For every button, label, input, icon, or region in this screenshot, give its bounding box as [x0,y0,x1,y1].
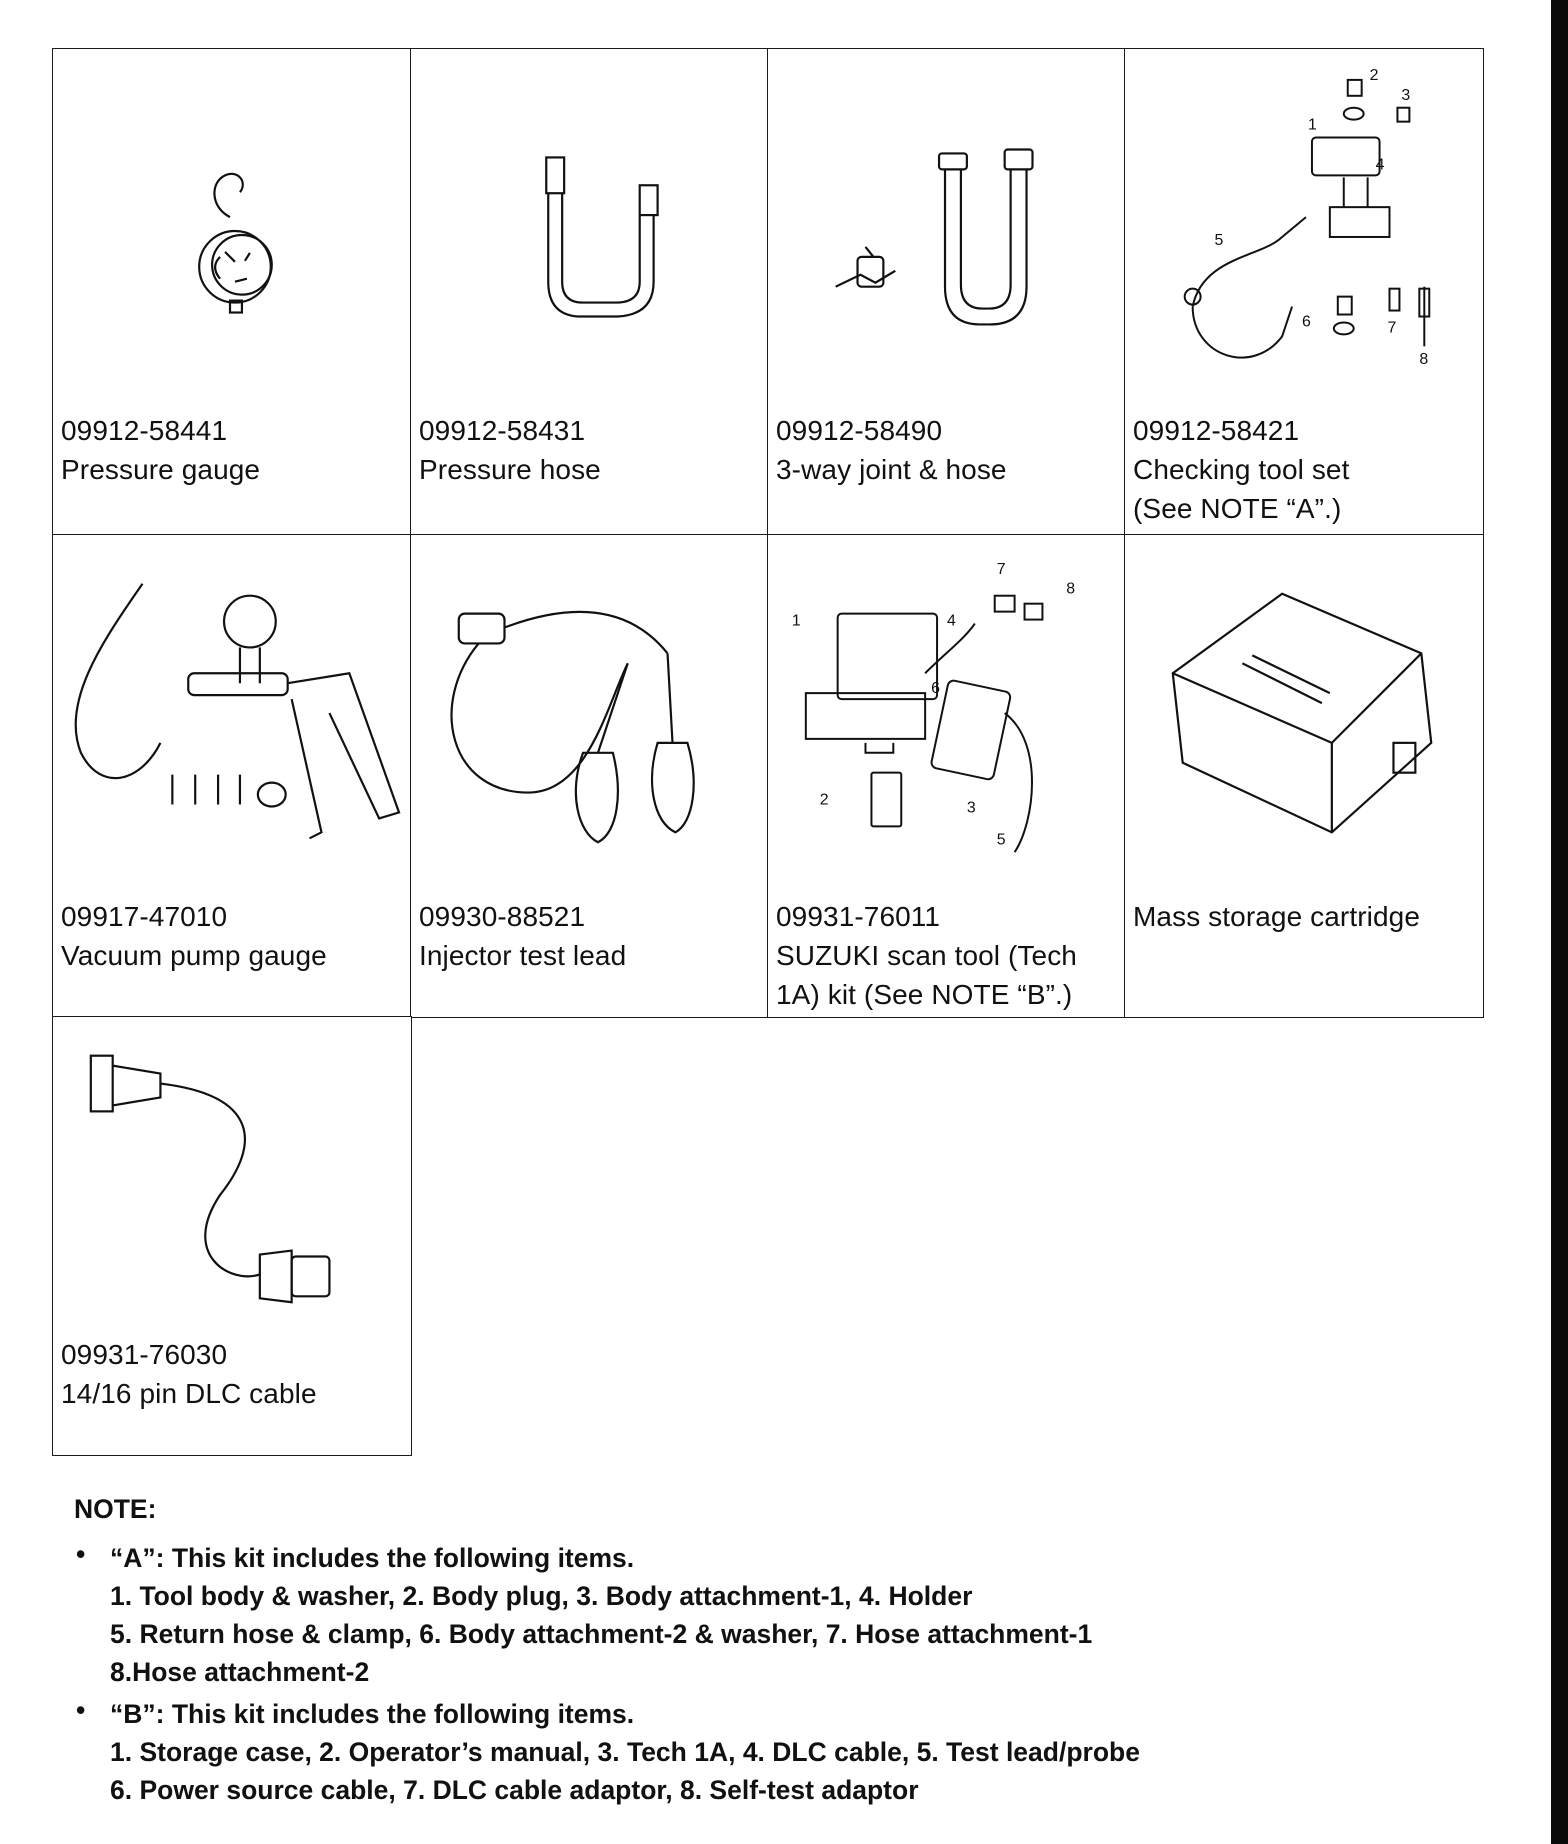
special-tools-table [52,48,1484,1456]
tool-part-number: 09931-76011 [776,901,941,932]
callout-4: 4 [946,612,956,630]
dlc-cable-illustration [61,1025,403,1325]
note-a-line: 8.Hose attachment-2 [110,1657,370,1687]
tool-note-ref: (See NOTE “A”.) [1133,493,1342,524]
callout-5: 5 [1214,231,1224,249]
checking-tool-set-illustration [1133,57,1475,407]
tool-cell-mass-storage-cartridge [1124,534,1484,1018]
tool-part-number: 09930-88521 [419,901,586,932]
note-b-line: 1. Storage case, 2. Operator’s manual, 3. Tech 1A, 4. DLC cable, 5. Test lead/probe [110,1737,1140,1767]
note-a-lead: “A”: This kit includes the following items. [110,1543,635,1573]
notes-section [74,1494,1374,1809]
tool-cell-scan-tool-kit [767,534,1126,1018]
tool-name: Vacuum pump gauge [61,940,327,971]
scan-tool-kit-illustration [776,543,1117,893]
note-a-line: 5. Return hose & clamp, 6. Body attachment-2 & washer, 7. Hose attachment-1 [110,1619,1093,1649]
note-a [74,1539,1374,1691]
bullet-icon: • [76,1539,86,1569]
callout-7: 7 [1387,319,1397,337]
vacuum-pump-gauge-illustration [61,543,403,893]
callout-2: 2 [1369,66,1379,84]
tool-name: Mass storage cartridge [1133,901,1420,932]
callout-3: 3 [1401,86,1411,104]
tool-cell-injector-test-lead [410,534,769,1018]
tool-name: Pressure hose [419,454,601,485]
tool-name: Checking tool set [1133,454,1350,485]
pressure-hose-illustration [419,57,760,407]
callout-8: 8 [1066,580,1076,598]
callout-4: 4 [1375,156,1385,174]
callout-5: 5 [996,831,1006,849]
callout-2: 2 [819,791,829,809]
tool-cell-pressure-hose [410,48,769,536]
tool-part-number: 09912-58431 [419,415,586,446]
callout-3: 3 [966,799,976,817]
tool-name-cont: 1A) kit (See NOTE “B”.) [776,979,1073,1010]
page-edge-bar [1551,0,1568,1844]
callout-6: 6 [931,680,940,698]
note-b-lead: “B”: This kit includes the following items. [110,1699,635,1729]
tool-name: Injector test lead [419,940,627,971]
tool-name: Pressure gauge [61,454,261,485]
tool-cell-vacuum-pump-gauge [52,534,412,1018]
tool-cell-dlc-cable [52,1016,412,1456]
tool-part-number: 09917-47010 [61,901,228,932]
tool-part-number: 09931-76030 [61,1339,228,1370]
bullet-icon: • [76,1695,86,1725]
tool-name: 14/16 pin DLC cable [61,1378,317,1409]
tool-name: 3-way joint & hose [776,454,1007,485]
tool-part-number: 09912-58490 [776,415,943,446]
tool-part-number: 09912-58421 [1133,415,1300,446]
pressure-gauge-illustration [61,57,403,407]
note-a-line: 1. Tool body & washer, 2. Body plug, 3. Body attachment-1, 4. Holder [110,1581,973,1611]
tool-cell-checking-tool-set [1124,48,1484,536]
note-b [74,1695,1374,1809]
callout-1: 1 [791,612,801,630]
3way-joint-illustration [776,57,1117,407]
callout-1: 1 [1307,116,1317,134]
tool-part-number: 09912-58441 [61,415,228,446]
callout-6: 6 [1302,313,1311,331]
callout-8: 8 [1419,351,1429,369]
notes-title: NOTE: [74,1494,157,1524]
tool-name: SUZUKI scan tool (Tech [776,940,1077,971]
note-b-line: 6. Power source cable, 7. DLC cable adaptor, 8. Self-test adaptor [110,1775,919,1805]
injector-test-lead-illustration [419,543,760,893]
tool-cell-3way-joint [767,48,1126,536]
tool-cell-pressure-gauge [52,48,412,536]
callout-7: 7 [996,560,1006,578]
mass-storage-cartridge-illustration [1133,543,1475,893]
